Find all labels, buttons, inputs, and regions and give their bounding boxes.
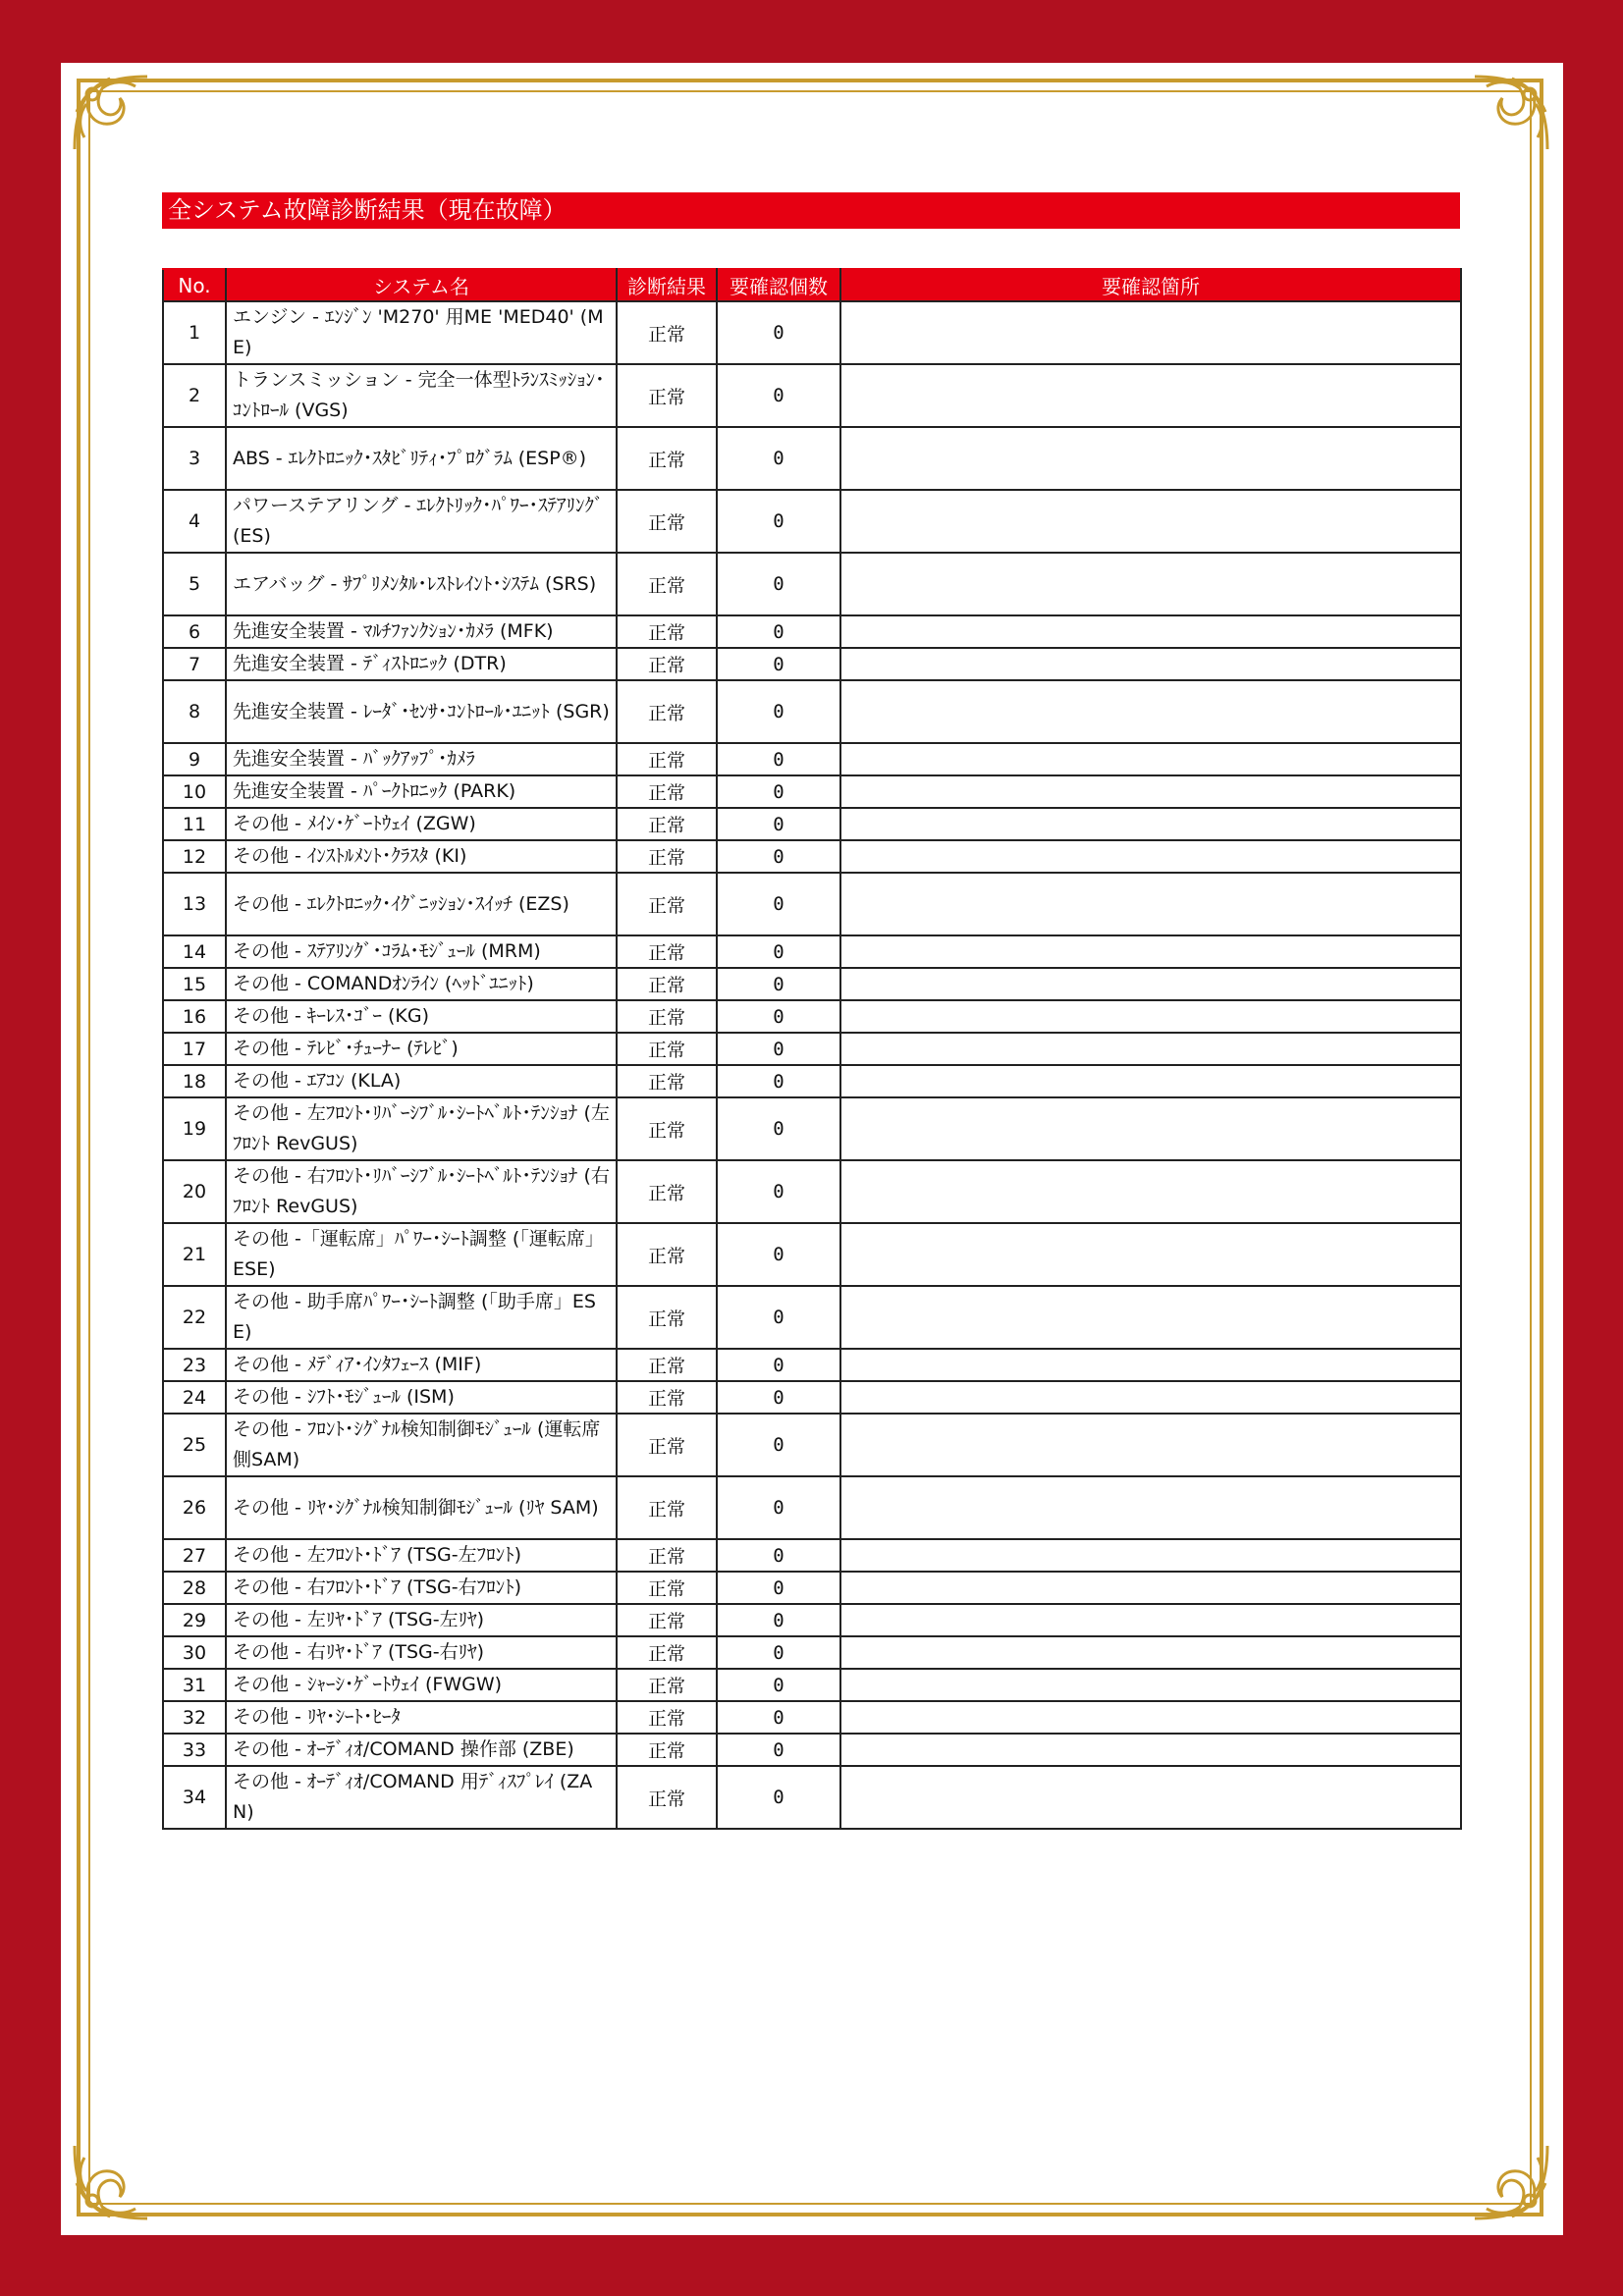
system-name: その他 - 左ﾌﾛﾝﾄ･ﾘﾊﾞｰｼﾌﾞﾙ･ｼｰﾄﾍﾞﾙﾄ･ﾃﾝｼｮﾅ (左ﾌﾛﾝﾄ RevGUS) xyxy=(226,1097,617,1160)
diagnosis-result: 正常 xyxy=(617,1701,717,1734)
table-row xyxy=(163,1604,1461,1636)
check-location xyxy=(840,1349,1461,1381)
row-number: 31 xyxy=(163,1669,226,1701)
diagnosis-result: 正常 xyxy=(617,1223,717,1286)
check-location xyxy=(840,1381,1461,1414)
table-row xyxy=(163,1734,1461,1766)
table-row xyxy=(163,301,1461,364)
table-row xyxy=(163,1414,1461,1476)
row-number: 33 xyxy=(163,1734,226,1766)
check-location xyxy=(840,1604,1461,1636)
check-count: 0 xyxy=(717,680,840,743)
system-name: その他 - 右ﾌﾛﾝﾄ･ﾘﾊﾞｰｼﾌﾞﾙ･ｼｰﾄﾍﾞﾙﾄ･ﾃﾝｼｮﾅ (右ﾌﾛﾝﾄ RevGUS) xyxy=(226,1160,617,1223)
diagnosis-result: 正常 xyxy=(617,968,717,1000)
table-row xyxy=(163,840,1461,873)
table-row xyxy=(163,1476,1461,1539)
check-location xyxy=(840,808,1461,840)
check-location xyxy=(840,743,1461,775)
table-row xyxy=(163,680,1461,743)
check-count: 0 xyxy=(717,1572,840,1604)
table-row xyxy=(163,364,1461,427)
row-number: 12 xyxy=(163,840,226,873)
check-count: 0 xyxy=(717,615,840,648)
check-count: 0 xyxy=(717,873,840,935)
system-name: その他 - 右ﾌﾛﾝﾄ･ﾄﾞｱ (TSG-右ﾌﾛﾝﾄ) xyxy=(226,1572,617,1604)
check-location xyxy=(840,1223,1461,1286)
check-count: 0 xyxy=(717,1097,840,1160)
corner-ornament-icon xyxy=(1467,2138,1555,2226)
table-row xyxy=(163,1539,1461,1572)
check-location xyxy=(840,1701,1461,1734)
check-location xyxy=(840,968,1461,1000)
diagnosis-result: 正常 xyxy=(617,935,717,968)
check-location xyxy=(840,1476,1461,1539)
table-row xyxy=(163,968,1461,1000)
table-header-row xyxy=(163,269,1461,301)
diagnosis-result: 正常 xyxy=(617,1669,717,1701)
check-location xyxy=(840,935,1461,968)
check-location xyxy=(840,840,1461,873)
row-number: 27 xyxy=(163,1539,226,1572)
system-name: その他 - ｴｱｺﾝ (KLA) xyxy=(226,1065,617,1097)
header-location: 要確認箇所 xyxy=(840,269,1461,301)
check-count: 0 xyxy=(717,1414,840,1476)
diagnosis-result: 正常 xyxy=(617,1349,717,1381)
system-name: その他 - ｵｰﾃﾞｨｵ/COMAND 操作部 (ZBE) xyxy=(226,1734,617,1766)
diagnosis-result: 正常 xyxy=(617,743,717,775)
system-name: ABS - ｴﾚｸﾄﾛﾆｯｸ･ｽﾀﾋﾞﾘﾃｨ･ﾌﾟﾛｸﾞﾗﾑ (ESP®) xyxy=(226,427,617,490)
row-number: 23 xyxy=(163,1349,226,1381)
corner-ornament-icon xyxy=(67,2138,155,2226)
system-name: その他 - ﾃﾚﾋﾞ･ﾁｭｰﾅｰ (ﾃﾚﾋﾞ) xyxy=(226,1033,617,1065)
diagnosis-result: 正常 xyxy=(617,1097,717,1160)
table-row xyxy=(163,1701,1461,1734)
check-count: 0 xyxy=(717,1065,840,1097)
check-count: 0 xyxy=(717,1701,840,1734)
system-name: その他 - ｷｰﾚｽ･ｺﾞｰ (KG) xyxy=(226,1000,617,1033)
row-number: 4 xyxy=(163,490,226,553)
row-number: 25 xyxy=(163,1414,226,1476)
check-count: 0 xyxy=(717,935,840,968)
row-number: 15 xyxy=(163,968,226,1000)
check-location xyxy=(840,1539,1461,1572)
check-count: 0 xyxy=(717,1160,840,1223)
system-name: その他 - ﾒｲﾝ･ｹﾞｰﾄｳｪｲ (ZGW) xyxy=(226,808,617,840)
check-location xyxy=(840,1766,1461,1829)
corner-ornament-icon xyxy=(67,69,155,157)
check-count: 0 xyxy=(717,808,840,840)
table-row xyxy=(163,1097,1461,1160)
table-row xyxy=(163,1000,1461,1033)
check-location xyxy=(840,1160,1461,1223)
row-number: 3 xyxy=(163,427,226,490)
diagnosis-result: 正常 xyxy=(617,1160,717,1223)
check-location xyxy=(840,427,1461,490)
check-count: 0 xyxy=(717,1033,840,1065)
check-count: 0 xyxy=(717,553,840,615)
diagnosis-result: 正常 xyxy=(617,1476,717,1539)
check-count: 0 xyxy=(717,743,840,775)
diagnosis-result: 正常 xyxy=(617,873,717,935)
diagnosis-result: 正常 xyxy=(617,1381,717,1414)
system-name: その他 - 左ﾘﾔ･ﾄﾞｱ (TSG-左ﾘﾔ) xyxy=(226,1604,617,1636)
check-count: 0 xyxy=(717,1476,840,1539)
check-location xyxy=(840,1033,1461,1065)
diagnosis-result: 正常 xyxy=(617,1414,717,1476)
system-name: その他 - ﾘﾔ･ｼｸﾞﾅﾙ検知制御ﾓｼﾞｭｰﾙ (ﾘﾔ SAM) xyxy=(226,1476,617,1539)
system-name: その他 - ﾒﾃﾞｨｱ･ｲﾝﾀﾌｪｰｽ (MIF) xyxy=(226,1349,617,1381)
row-number: 21 xyxy=(163,1223,226,1286)
check-location xyxy=(840,1669,1461,1701)
row-number: 9 xyxy=(163,743,226,775)
check-location xyxy=(840,680,1461,743)
check-count: 0 xyxy=(717,1000,840,1033)
table-row xyxy=(163,1381,1461,1414)
diagnosis-result: 正常 xyxy=(617,427,717,490)
system-name: 先進安全装置 - ﾚｰﾀﾞ･ｾﾝｻ･ｺﾝﾄﾛｰﾙ･ﾕﾆｯﾄ (SGR) xyxy=(226,680,617,743)
diagnosis-result: 正常 xyxy=(617,1033,717,1065)
check-count: 0 xyxy=(717,1766,840,1829)
row-number: 8 xyxy=(163,680,226,743)
table-row xyxy=(163,1766,1461,1829)
system-name: その他 - 左ﾌﾛﾝﾄ･ﾄﾞｱ (TSG-左ﾌﾛﾝﾄ) xyxy=(226,1539,617,1572)
report-title: 全システム故障診断結果（現在故障） xyxy=(162,192,1460,229)
row-number: 30 xyxy=(163,1636,226,1669)
table-row xyxy=(163,1669,1461,1701)
diagnosis-result: 正常 xyxy=(617,1572,717,1604)
row-number: 2 xyxy=(163,364,226,427)
header-count: 要確認個数 xyxy=(717,269,840,301)
header-result: 診断結果 xyxy=(617,269,717,301)
row-number: 18 xyxy=(163,1065,226,1097)
table-row xyxy=(163,935,1461,968)
check-count: 0 xyxy=(717,490,840,553)
table-row xyxy=(163,1160,1461,1223)
system-name: その他 - 右ﾘﾔ･ﾄﾞｱ (TSG-右ﾘﾔ) xyxy=(226,1636,617,1669)
check-count: 0 xyxy=(717,648,840,680)
check-count: 0 xyxy=(717,1604,840,1636)
check-location xyxy=(840,775,1461,808)
diagnosis-result: 正常 xyxy=(617,1000,717,1033)
check-location xyxy=(840,873,1461,935)
row-number: 34 xyxy=(163,1766,226,1829)
row-number: 22 xyxy=(163,1286,226,1349)
system-name: その他 - 助手席ﾊﾟﾜｰ･ｼｰﾄ調整 (「助手席」ESE) xyxy=(226,1286,617,1349)
diagnosis-result: 正常 xyxy=(617,1766,717,1829)
table-row xyxy=(163,808,1461,840)
table-row xyxy=(163,1033,1461,1065)
row-number: 1 xyxy=(163,301,226,364)
check-count: 0 xyxy=(717,364,840,427)
check-location xyxy=(840,1734,1461,1766)
row-number: 29 xyxy=(163,1604,226,1636)
table-row xyxy=(163,1065,1461,1097)
check-count: 0 xyxy=(717,1636,840,1669)
table-row xyxy=(163,1636,1461,1669)
corner-ornament-icon xyxy=(1467,69,1555,157)
system-name: パワーステアリング - ｴﾚｸﾄﾘｯｸ･ﾊﾟﾜｰ･ｽﾃｱﾘﾝｸﾞ (ES) xyxy=(226,490,617,553)
system-name: トランスミッション - 完全一体型ﾄﾗﾝｽﾐｯｼｮﾝ･ｺﾝﾄﾛｰﾙ (VGS) xyxy=(226,364,617,427)
row-number: 24 xyxy=(163,1381,226,1414)
check-location xyxy=(840,1000,1461,1033)
diagnosis-result: 正常 xyxy=(617,301,717,364)
system-name: その他 - ｲﾝｽﾄﾙﾒﾝﾄ･ｸﾗｽﾀ (KI) xyxy=(226,840,617,873)
system-name: その他 - ﾌﾛﾝﾄ･ｼｸﾞﾅﾙ検知制御ﾓｼﾞｭｰﾙ (運転席側SAM) xyxy=(226,1414,617,1476)
header-system-name: システム名 xyxy=(226,269,617,301)
row-number: 11 xyxy=(163,808,226,840)
row-number: 10 xyxy=(163,775,226,808)
header-no: No. xyxy=(163,269,226,301)
check-location xyxy=(840,364,1461,427)
table-row xyxy=(163,873,1461,935)
system-name: その他 - COMANDｵﾝﾗｲﾝ (ﾍｯﾄﾞﾕﾆｯﾄ) xyxy=(226,968,617,1000)
diagnosis-result: 正常 xyxy=(617,1636,717,1669)
check-location xyxy=(840,615,1461,648)
table-row xyxy=(163,490,1461,553)
row-number: 5 xyxy=(163,553,226,615)
system-name: 先進安全装置 - ﾏﾙﾁﾌｧﾝｸｼｮﾝ･ｶﾒﾗ (MFK) xyxy=(226,615,617,648)
check-location xyxy=(840,1414,1461,1476)
diagnosis-result: 正常 xyxy=(617,490,717,553)
table-row xyxy=(163,775,1461,808)
check-location xyxy=(840,1065,1461,1097)
diagnosis-result: 正常 xyxy=(617,840,717,873)
diagnosis-result: 正常 xyxy=(617,364,717,427)
system-name: 先進安全装置 - ﾃﾞｨｽﾄﾛﾆｯｸ (DTR) xyxy=(226,648,617,680)
check-location xyxy=(840,648,1461,680)
row-number: 7 xyxy=(163,648,226,680)
diagnosis-result: 正常 xyxy=(617,553,717,615)
row-number: 14 xyxy=(163,935,226,968)
table-row xyxy=(163,1286,1461,1349)
diagnosis-result: 正常 xyxy=(617,1734,717,1766)
system-name: エアバッグ - ｻﾌﾟﾘﾒﾝﾀﾙ･ﾚｽﾄﾚｲﾝﾄ･ｼｽﾃﾑ (SRS) xyxy=(226,553,617,615)
row-number: 16 xyxy=(163,1000,226,1033)
check-count: 0 xyxy=(717,1669,840,1701)
diagnosis-result: 正常 xyxy=(617,775,717,808)
check-count: 0 xyxy=(717,840,840,873)
table-row xyxy=(163,743,1461,775)
check-location xyxy=(840,301,1461,364)
diagnosis-result: 正常 xyxy=(617,615,717,648)
check-location xyxy=(840,490,1461,553)
diagnosis-result: 正常 xyxy=(617,1065,717,1097)
row-number: 13 xyxy=(163,873,226,935)
system-name: 先進安全装置 - ﾊﾞｯｸｱｯﾌﾟ･ｶﾒﾗ xyxy=(226,743,617,775)
system-name: 先進安全装置 - ﾊﾟｰｸﾄﾛﾆｯｸ (PARK) xyxy=(226,775,617,808)
table-row xyxy=(163,1572,1461,1604)
check-location xyxy=(840,1097,1461,1160)
diagnosis-table xyxy=(162,268,1462,1830)
system-name: その他 - ｼﾌﾄ･ﾓｼﾞｭｰﾙ (ISM) xyxy=(226,1381,617,1414)
check-count: 0 xyxy=(717,1734,840,1766)
check-count: 0 xyxy=(717,1539,840,1572)
table-row xyxy=(163,427,1461,490)
table-row xyxy=(163,648,1461,680)
check-count: 0 xyxy=(717,1349,840,1381)
row-number: 20 xyxy=(163,1160,226,1223)
check-count: 0 xyxy=(717,968,840,1000)
row-number: 28 xyxy=(163,1572,226,1604)
diagnosis-result: 正常 xyxy=(617,1286,717,1349)
check-location xyxy=(840,553,1461,615)
system-name: その他 - ｵｰﾃﾞｨｵ/COMAND 用ﾃﾞｨｽﾌﾟﾚｲ (ZAN) xyxy=(226,1766,617,1829)
check-count: 0 xyxy=(717,1223,840,1286)
check-count: 0 xyxy=(717,1286,840,1349)
system-name: その他 - ﾘﾔ･ｼｰﾄ･ﾋｰﾀ xyxy=(226,1701,617,1734)
table-row xyxy=(163,1349,1461,1381)
system-name: その他 -「運転席」ﾊﾟﾜｰ･ｼｰﾄ調整 (「運転席」ESE) xyxy=(226,1223,617,1286)
system-name: その他 - ｼｬｰｼ･ｹﾞｰﾄｳｪｲ (FWGW) xyxy=(226,1669,617,1701)
check-count: 0 xyxy=(717,1381,840,1414)
check-location xyxy=(840,1286,1461,1349)
row-number: 17 xyxy=(163,1033,226,1065)
row-number: 19 xyxy=(163,1097,226,1160)
row-number: 6 xyxy=(163,615,226,648)
system-name: その他 - ｴﾚｸﾄﾛﾆｯｸ･ｲｸﾞﾆｯｼｮﾝ･ｽｲｯﾁ (EZS) xyxy=(226,873,617,935)
check-location xyxy=(840,1572,1461,1604)
table-row xyxy=(163,1223,1461,1286)
diagnosis-result: 正常 xyxy=(617,680,717,743)
row-number: 26 xyxy=(163,1476,226,1539)
check-count: 0 xyxy=(717,427,840,490)
diagnosis-result: 正常 xyxy=(617,1539,717,1572)
diagnosis-result: 正常 xyxy=(617,808,717,840)
system-name: エンジン - ｴﾝｼﾞﾝ 'M270' 用ME 'MED40' (ME) xyxy=(226,301,617,364)
table-row xyxy=(163,615,1461,648)
check-count: 0 xyxy=(717,775,840,808)
table-row xyxy=(163,553,1461,615)
diagnosis-result: 正常 xyxy=(617,648,717,680)
check-location xyxy=(840,1636,1461,1669)
row-number: 32 xyxy=(163,1701,226,1734)
system-name: その他 - ｽﾃｱﾘﾝｸﾞ･ｺﾗﾑ･ﾓｼﾞｭｰﾙ (MRM) xyxy=(226,935,617,968)
check-count: 0 xyxy=(717,301,840,364)
diagnosis-result: 正常 xyxy=(617,1604,717,1636)
